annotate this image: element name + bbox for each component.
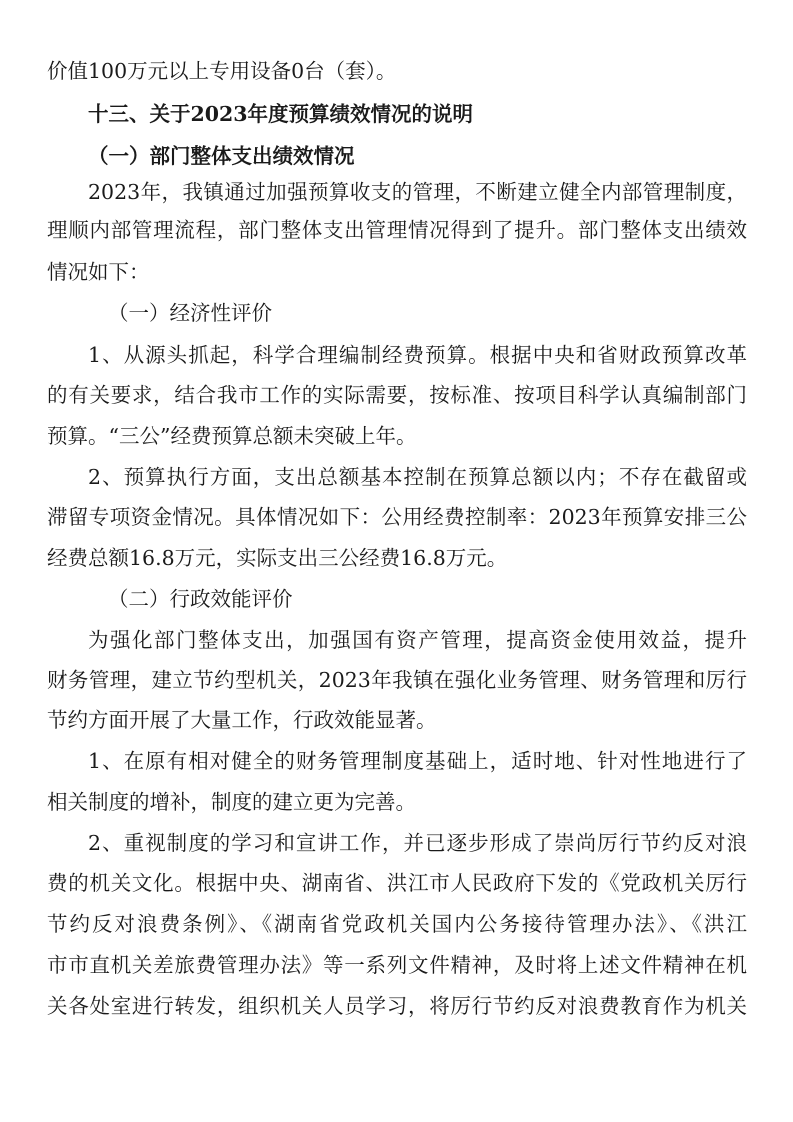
paragraph-line: 滞留专项资金情况。具体情况如下：公用经费控制率：2023年预算安排三公	[47, 505, 747, 529]
paragraph-line: 情况如下：	[47, 260, 150, 284]
paragraph-line: 2、重视制度的学习和宣讲工作，并已逐步形成了崇尚厉行节约反对浪	[88, 831, 747, 855]
paragraph-line: 财务管理，建立节约型机关，2023年我镇在强化业务管理、财务管理和厉行	[47, 668, 747, 692]
paragraph-line: 节约反对浪费条例》、《湖南省党政机关国内公务接待管理办法》、《洪江	[47, 912, 747, 936]
paragraph-line: 费的机关文化。根据中央、湖南省、洪江市人民政府下发的《党政机关厉行	[47, 871, 747, 895]
paragraph-line: 2023年，我镇通过加强预算收支的管理，不断建立健全内部管理制度，	[88, 180, 747, 204]
paragraph-line: 1、在原有相对健全的财务管理制度基础上，适时地、针对性地进行了	[88, 749, 747, 773]
paragraph-line: 2、预算执行方面，支出总额基本控制在预算总额以内；不存在截留或	[88, 465, 747, 489]
paragraph-line: 理顺内部管理流程，部门整体支出管理情况得到了提升。部门整体支出绩效	[47, 218, 747, 242]
paragraph-line: 相关制度的增补，制度的建立更为完善。	[47, 790, 416, 814]
paragraph-line: 市市直机关差旅费管理办法》等一系列文件精神，及时将上述文件精神在机	[47, 953, 747, 977]
paragraph-line: 为强化部门整体支出，加强国有资产管理，提高资金使用效益，提升	[88, 628, 747, 652]
subsection-heading: （二）行政效能评价	[108, 587, 293, 611]
paragraph-line: 关各处室进行转发，组织机关人员学习，将厉行节约反对浪费教育作为机关	[47, 994, 747, 1018]
paragraph-line: 1、从源头抓起，科学合理编制经费预算。根据中央和省财政预算改革	[88, 343, 747, 367]
paragraph-line: 预算。“三公”经费预算总额未突破上年。	[47, 424, 417, 448]
text-line: 价值100万元以上专用设备0台（套）。	[47, 59, 397, 83]
paragraph-line: 节约方面开展了大量工作，行政效能显著。	[47, 708, 437, 732]
section-heading: 十三、关于2023年度预算绩效情况的说明	[88, 102, 474, 126]
subsection-heading: （一）部门整体支出绩效情况	[88, 144, 355, 168]
paragraph-line: 的有关要求，结合我市工作的实际需要，按标准、按项目科学认真编制部门	[47, 383, 747, 407]
subsection-heading: （一）经济性评价	[108, 301, 272, 325]
paragraph-line: 经费总额16.8万元，实际支出三公经费16.8万元。	[47, 546, 508, 570]
